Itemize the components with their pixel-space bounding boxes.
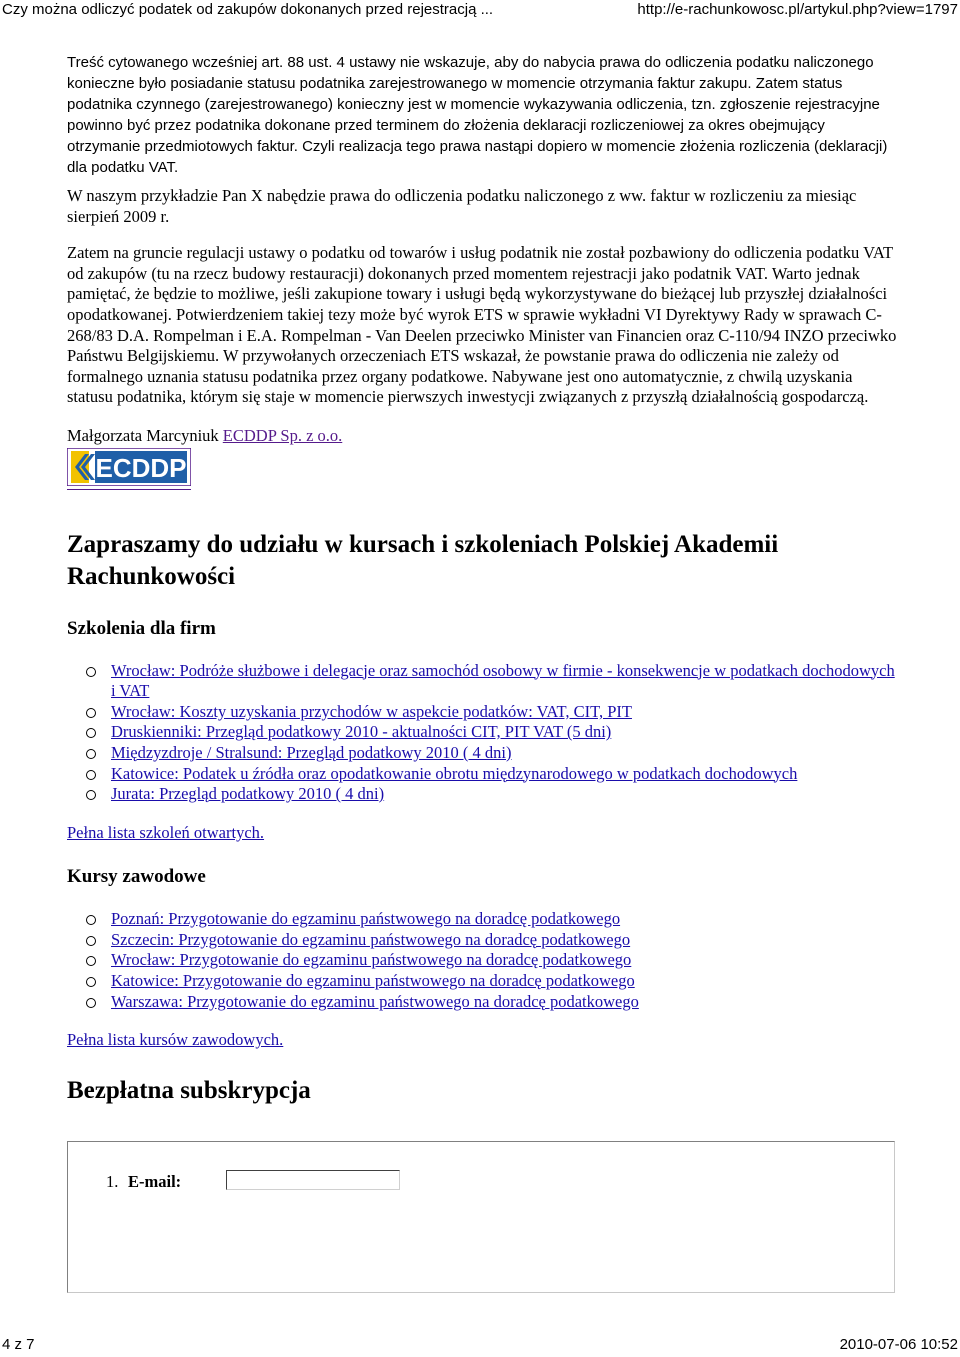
company-link[interactable]: ECDDP Sp. z o.o. xyxy=(222,425,343,445)
trainings-list xyxy=(67,661,897,805)
course-link[interactable]: Warszawa: Przygotowanie do egzaminu państwowego na doradcę podatkowego xyxy=(111,991,639,1011)
trainings-full-list-link[interactable]: Pełna lista szkoleń otwartych. xyxy=(67,822,265,842)
subscription-heading: Bezpłatna subskrypcja xyxy=(67,1076,311,1104)
author-name: Małgorzata Marcyniuk xyxy=(67,425,219,445)
email-input[interactable] xyxy=(226,1170,400,1190)
course-link[interactable]: Wrocław: Przygotowanie do egzaminu państwowego na doradcę podatkowego xyxy=(111,950,632,970)
page-number: 4 z 7 xyxy=(2,1336,35,1353)
courses-heading: Kursy zawodowe xyxy=(67,866,206,888)
email-label: E-mail: xyxy=(128,1172,182,1191)
training-link[interactable]: Wrocław: Podróże służbowe i delegacje oraz samochód osobowy w firmie - konsekwencje w podatkach dochodowych i VAT xyxy=(111,660,895,701)
article-paragraph-1: Treść cytowanego wcześniej art. 88 ust. 4 ustawy nie wskazuje, aby do nabycia prawa do odliczenia podatku naliczonego konieczne było posiadanie statusu podatnika zarejestrowanego w momencie otrzymania faktur zakupu. Zatem status podatnika czynnego (zarejestrowanego) konieczny jest w momencie wykazywania odliczenia, tzn. zgłoszenie rejestracyjne powinno być przez podatnika dokonane przed terminem do złożenia deklaracji rozliczeniowej za okres obejmujący otrzymanie przedmiotowych faktur. Czyli realizacja tego prawa nastąpi dopiero w momencie złożenia rozliczenia (deklaracji) dla podatku VAT. xyxy=(67,54,888,176)
print-header xyxy=(0,0,960,20)
courses-more-line xyxy=(67,1030,897,1051)
trainings-heading: Szkolenia dla firm xyxy=(67,617,216,639)
course-link[interactable]: Poznań: Przygotowanie do egzaminu państwowego na doradcę podatkowego xyxy=(111,909,621,929)
courses-list xyxy=(67,909,897,1012)
course-link[interactable]: Szczecin: Przygotowanie do egzaminu państwowego na doradcę podatkowego xyxy=(111,929,631,949)
ecddp-logo xyxy=(67,448,191,486)
training-link[interactable]: Jurata: Przegląd podatkowy 2010 ( 4 dni) xyxy=(111,784,385,804)
list-item xyxy=(111,971,897,992)
trainings-more-line xyxy=(67,823,897,844)
subscription-form xyxy=(67,1141,895,1293)
article-paragraph-2: W naszym przykładzie Pan X nabędzie prawa do odliczenia podatku naliczonego z ww. faktur w rozliczeniu za miesiąc sierpień 2009 r. xyxy=(67,186,857,226)
print-datetime: 2010-07-06 10:52 xyxy=(839,1336,958,1353)
training-link[interactable]: Wrocław: Koszty uzyskania przychodów w aspekcie podatków: VAT, CIT, PIT xyxy=(111,701,632,721)
list-item xyxy=(111,722,897,743)
list-item xyxy=(111,743,897,764)
training-link[interactable]: Druskienniki: Przegląd podatkowy 2010 - aktualności CIT, PIT VAT (5 dni) xyxy=(111,722,612,742)
print-footer xyxy=(0,1335,960,1355)
ecddp-logo-link[interactable] xyxy=(67,448,191,490)
field-number: 1. xyxy=(106,1172,119,1191)
list-item xyxy=(111,992,897,1013)
article-content xyxy=(67,52,897,1107)
email-row xyxy=(106,1172,181,1192)
list-item xyxy=(111,764,897,785)
author-line xyxy=(67,426,897,447)
training-link[interactable]: Katowice: Podatek u źródła oraz opodatkowanie obrotu międzynarodowego w podatkach dochodowych xyxy=(111,763,798,783)
svg-text:ECDDP: ECDDP xyxy=(95,452,187,483)
list-item xyxy=(111,909,897,930)
list-item xyxy=(111,950,897,971)
page-title: Czy można odliczyć podatek od zakupów dokonanych przed rejestracją ... xyxy=(2,1,494,18)
courses-full-list-link[interactable]: Pełna lista kursów zawodowych. xyxy=(67,1030,284,1050)
promo-heading: Zapraszamy do udziału w kursach i szkoleniach Polskiej Akademii Rachunkowości xyxy=(67,530,779,590)
page-url: http://e-rachunkowosc.pl/artykul.php?view=1797 xyxy=(637,1,958,18)
training-link[interactable]: Międzyzdroje / Stralsund: Przegląd podatkowy 2010 ( 4 dni) xyxy=(111,742,512,762)
course-link[interactable]: Katowice: Przygotowanie do egzaminu państwowego na doradcę podatkowego xyxy=(111,971,635,991)
list-item xyxy=(111,784,897,805)
list-item xyxy=(111,661,897,702)
article-paragraph-3: Zatem na gruncie regulacji ustawy o podatku od towarów i usług podatnik nie został pozbawiony do odliczenia podatku VAT od zakupów (tu na rzecz budowy restauracji) dokonanych przed momentem rejestracji jako podatnik VAT. Warto jednak pamiętać, że będzie to możliwe, jeśli zakupione towary i usługi będą wykorzystywane do bieżącej lub przyszłej działalności opodatkowanej. Potwierdzeniem takiej tezy może być wyrok ETS w sprawie wykładni VI Dyrektywy Rady w sprawach C-268/83 D.A. Rompelman i E.A. Rompelman - Van Deelen przeciwko Minister van Financien oraz C-110/94 INZO przeciwko Państwu Belgijskiemu. W przywołanych orzeczeniach ETS wskazał, że powstanie prawa do odliczenia nie zależy od formalnego uznania statusu podatnika przez organy podatkowe. Nabywane jest ono automatycznie, z chwilą uzyskania statusu podatnika, którym się staje w momencie pierwszych inwestycji związanych z przyszłą działalnością gospodarczą. xyxy=(67,243,897,407)
list-item xyxy=(111,930,897,951)
list-item xyxy=(111,702,897,723)
